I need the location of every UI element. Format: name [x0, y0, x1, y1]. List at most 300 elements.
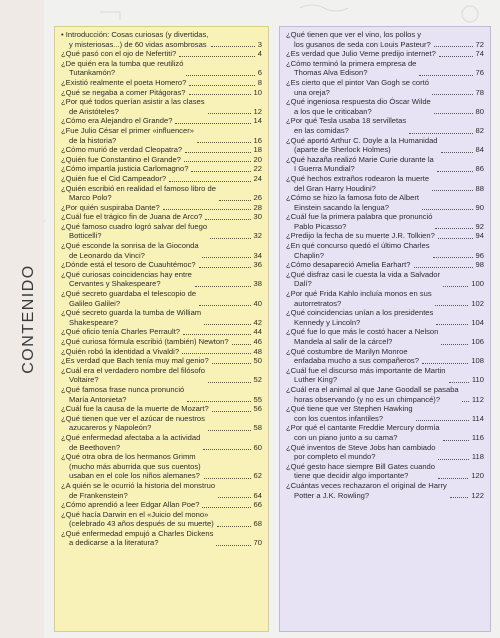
section-label — [16, 0, 42, 638]
toc-entry-line: ¿Qué secreto guardaba el telescopio de — [61, 289, 197, 299]
dot-leader — [416, 418, 469, 421]
dot-leader — [189, 92, 251, 95]
toc-entry-line: ¿Qué aportó Arthur C. Doyle a la Humanidad — [286, 135, 438, 145]
toc-entry-line: Mandela al salir de la cárcel? — [294, 337, 393, 346]
toc-entry-line: ¿Qué secreto guarda la tumba de William — [61, 308, 202, 318]
dot-leader — [438, 476, 468, 479]
dot-leader — [197, 140, 251, 143]
toc-entry-title — [286, 423, 440, 442]
toc-entry-line: ¿Qué gesto hace siempre Bill Gates cuando — [286, 461, 436, 471]
toc-entry-title — [286, 174, 429, 193]
dot-leader — [210, 236, 250, 239]
toc-page-number: 30 — [253, 212, 262, 222]
toc-entry-title — [286, 30, 431, 49]
toc-entry-line: ¿Qué hacía Darwin en el «Juicio del mono» — [61, 509, 209, 519]
toc-entry — [286, 136, 484, 155]
toc-entry — [286, 443, 484, 462]
toc-page-number: 70 — [253, 538, 262, 548]
toc-entry-title — [61, 145, 182, 155]
toc-entry-line: ¿Cuántas veces rechazaron el original de Harry — [286, 480, 447, 490]
toc-entry-title — [61, 155, 181, 165]
toc-entry — [61, 529, 262, 548]
toc-entry — [286, 347, 484, 366]
toc-entry-title — [286, 231, 435, 241]
toc-page-number: 78 — [475, 87, 484, 97]
toc-entry-line: Voltaire? — [69, 375, 99, 385]
toc-entry-line: ¿Fue Julio César el primer «influencer» — [61, 125, 194, 135]
toc-page-number: 110 — [471, 375, 484, 385]
toc-entry-line: con los cuentos infantiles? — [294, 413, 384, 423]
dot-leader — [204, 476, 251, 479]
toc-entry-title — [61, 116, 172, 126]
dot-leader — [432, 92, 473, 95]
dot-leader — [232, 342, 251, 345]
toc-entry-line: ¿Qué disfraz casi le cuesta la vida a Salvador — [286, 269, 441, 279]
toc-entry-line: ¿Qué otra obra de los hermanos Grimm — [61, 452, 196, 462]
dot-leader — [433, 255, 473, 258]
toc-entry-line: ¿Cómo se hizo la famosa foto de Albert — [286, 193, 419, 203]
toc-entry-line: ¿Cuál era el animal al que Jane Goodall se pasaba — [286, 384, 459, 394]
toc-page-number: 38 — [253, 279, 262, 289]
dot-leader — [439, 54, 473, 57]
toc-entry-line: (aparte de Sherlock Holmes) — [294, 145, 391, 155]
toc-entry-title — [61, 30, 208, 49]
toc-entry-line: ¿Qué esconde la sonrisa de la Gioconda — [61, 241, 199, 251]
toc-entry-title — [61, 452, 201, 481]
toc-entry-title — [286, 136, 438, 155]
toc-entry-line: a los que le criticaban? — [294, 106, 372, 116]
dot-leader — [186, 73, 254, 76]
toc-entry-title — [61, 260, 196, 270]
toc-page-number: 114 — [471, 413, 484, 423]
dot-leader — [199, 265, 251, 268]
toc-entry-line: (celebrado 43 años después de su muerte) — [69, 519, 214, 529]
toc-entry-line: (mucho más aburrida que sus cuentos) — [69, 461, 201, 471]
toc-entry-line: ¿Qué fue lo que más le costó hacer a Nelson — [286, 327, 439, 337]
dot-leader — [175, 121, 250, 124]
toc-entry-title — [286, 116, 406, 135]
toc-page-number: 60 — [253, 442, 262, 452]
toc-entry-title — [286, 212, 432, 231]
toc-entry-line: • Introducción: Cosas curiosas (y divertidas, — [61, 30, 209, 39]
toc-entry-line: Marco Polo? — [69, 193, 112, 203]
toc-entry-title — [286, 443, 435, 462]
toc-entry — [61, 30, 262, 49]
toc-entry-title — [286, 270, 440, 289]
dot-leader — [208, 111, 251, 114]
toc-entry — [61, 184, 262, 203]
toc-entry-line: ¿Por qué Tesla usaba 18 servilletas — [286, 116, 407, 126]
toc-page-number: 80 — [475, 106, 484, 116]
toc-page-number: 100 — [471, 279, 484, 289]
toc-entry-title — [61, 433, 200, 452]
toc-entry-line: horas observando (y no es un chimpancé)? — [294, 394, 441, 404]
toc-page-number: 44 — [253, 327, 262, 337]
toc-entry — [286, 78, 484, 97]
toc-entry — [286, 366, 484, 385]
toc-page-number: 106 — [471, 337, 484, 346]
dot-leader — [438, 457, 468, 460]
toc-entry — [286, 116, 484, 135]
toc-entry-line: ¿Quién escribió en realidad el famoso libro de — [61, 183, 216, 193]
toc-entry-title — [61, 88, 186, 98]
dot-leader — [163, 207, 251, 210]
toc-entry — [286, 231, 484, 241]
toc-entry-line: ¿Cuál fue el discurso más importante de Martin — [286, 365, 446, 375]
toc-entry-line: ¿A quién se le ocurrió la historia del monstruo — [61, 480, 216, 490]
dot-leader — [435, 226, 472, 229]
toc-entry-title — [61, 366, 205, 385]
toc-entry-line: ¿Qué ingeniosa respuesta dio Óscar Wilde — [286, 97, 431, 107]
toc-entry-title — [61, 222, 207, 241]
toc-entry-line: enfadaba mucho a sus compañeros? — [294, 356, 419, 366]
toc-entry — [61, 78, 262, 88]
toc-entry — [286, 481, 484, 500]
toc-entry — [61, 260, 262, 270]
toc-entry-title — [61, 356, 209, 366]
dot-leader — [437, 169, 473, 172]
toc-entry — [61, 88, 262, 98]
toc-entry — [61, 203, 262, 213]
toc-entry-line: tiene que decidir algo importante? — [294, 471, 409, 481]
toc-page-number: 46 — [253, 337, 262, 346]
toc-entry-line: ¿Qué hazaña realizó Marie Curie durante la — [286, 154, 434, 164]
toc-page-number: 48 — [253, 346, 262, 356]
toc-entry — [61, 385, 262, 404]
toc-entry-line: ¿Cuál fue el trágico fin de Juana de Arco? — [61, 212, 203, 222]
toc-entry-title — [286, 59, 416, 78]
dot-leader — [189, 83, 254, 86]
toc-page-number: 98 — [475, 260, 484, 270]
toc-page-number: 96 — [475, 250, 484, 260]
toc-entry-line: los gusanos de seda con Louis Pasteur? — [294, 39, 431, 49]
toc-page-number: 4 — [257, 49, 262, 59]
toc-entry-title — [61, 500, 199, 510]
toc-entry-line: ¿Por qué todos querían asistir a las clases — [61, 97, 205, 107]
toc-entry — [61, 289, 262, 308]
toc-entry — [286, 289, 484, 308]
toc-page-number: 10 — [253, 87, 262, 97]
toc-entry — [61, 327, 262, 337]
toc-page-number: 50 — [253, 356, 262, 366]
toc-entry — [61, 347, 262, 357]
toc-entry — [61, 164, 262, 174]
toc-page-number: 104 — [471, 317, 484, 327]
toc-entry — [61, 356, 262, 366]
toc-entry-title — [61, 164, 188, 174]
toc-page-number: 58 — [253, 423, 262, 433]
toc-entry-line: Cervantes y Shakespeare? — [69, 279, 161, 289]
toc-entry — [61, 241, 262, 260]
toc-entry-title — [286, 260, 411, 270]
toc-entry-line: azucareros y Napoleón? — [69, 423, 152, 433]
dot-leader — [441, 150, 473, 153]
section-label-text: CONTENIDO — [20, 264, 37, 374]
toc-entry-line: a dedicarse a la literatura? — [69, 538, 159, 548]
toc-entry — [61, 126, 262, 145]
toc-entry-line: ¿Cómo terminó la primera empresa de — [286, 58, 417, 68]
toc-page-number: 102 — [471, 298, 484, 308]
dot-leader — [208, 428, 251, 431]
dot-leader — [203, 447, 250, 450]
toc-entry-title — [286, 385, 459, 404]
toc-entry-line: ¿Qué costumbre de Marilyn Monroe — [286, 346, 408, 356]
dot-leader — [217, 524, 251, 527]
toc-page-number: 88 — [475, 183, 484, 193]
toc-entry-line: de Frankenstein? — [69, 490, 128, 500]
toc-page-number: 14 — [253, 116, 262, 126]
toc-entry-line: usaban en el cole los niños alemanes? — [69, 471, 200, 481]
toc-page-number: 86 — [475, 164, 484, 174]
dot-leader — [169, 179, 250, 182]
toc-page-number: 8 — [257, 77, 262, 87]
toc-entry-line: de la historia? — [69, 135, 117, 145]
toc-right-column — [279, 26, 491, 632]
dot-leader — [443, 438, 469, 441]
toc-entry — [61, 116, 262, 126]
toc-entry-line: Kennedy y Lincoln? — [294, 317, 361, 327]
toc-entry — [61, 414, 262, 433]
toc-entry-line: ¿Qué curiosas coincidencias hay entre — [61, 269, 192, 279]
toc-entry-title — [286, 241, 430, 260]
toc-entry-title — [61, 404, 209, 414]
toc-entry-title — [61, 59, 183, 78]
toc-entry-line: Einstein sacando la lengua? — [294, 202, 389, 212]
toc-entry — [286, 270, 484, 289]
toc-entry-title — [61, 241, 199, 260]
dot-leader — [218, 495, 250, 498]
toc-entry-line: ¿Qué coincidencias unían a los presidentes — [286, 308, 434, 318]
toc-entry — [286, 97, 484, 116]
toc-entry-line: Galileo Galilei? — [69, 298, 121, 308]
dot-leader — [462, 399, 469, 402]
toc-entry-line: Pablo Picasso? — [294, 221, 347, 231]
toc-page-number: 76 — [475, 68, 484, 78]
dot-leader — [208, 380, 251, 383]
toc-entry-line: ¿Qué pasó con el ojo de Nefertiti? — [61, 49, 177, 59]
toc-entry-line: ¿Predijo la fecha de su muerte J.R. Tolkien? — [286, 231, 435, 241]
dot-leader — [212, 361, 251, 364]
toc-page-number: 28 — [253, 202, 262, 212]
toc-page-number: 16 — [253, 135, 262, 145]
dot-leader — [434, 44, 473, 47]
toc-entry-line: ¿Cómo impartía justicia Carlomagno? — [61, 164, 189, 174]
toc-page-number: 74 — [475, 49, 484, 59]
toc-entry-line: ¿Por qué Frida Kahlo incluía monos en sus — [286, 289, 432, 299]
toc-page-number: 62 — [253, 471, 262, 481]
toc-entry-line: ¿Cómo desapareció Amelia Earhart? — [286, 260, 411, 270]
toc-entry — [286, 155, 484, 174]
toc-page-number: 116 — [471, 432, 484, 442]
dot-leader — [185, 150, 250, 153]
toc-entry-line: ¿Cómo murió de verdad Cleopatra? — [61, 145, 183, 155]
dot-leader — [438, 236, 473, 239]
toc-entry-line: Thomas Alva Edison? — [294, 68, 368, 78]
toc-entry — [61, 270, 262, 289]
toc-entry-line: en las comidas? — [294, 125, 349, 135]
dot-leader — [432, 188, 472, 191]
toc-entry-title — [286, 462, 435, 481]
toc-page-number: 36 — [253, 260, 262, 270]
toc-page-number: 26 — [253, 193, 262, 203]
toc-page-number: 56 — [253, 404, 262, 414]
toc-entry-title — [286, 308, 433, 327]
toc-entry-line: ¿Qué hechos extraños rodearon la muerte — [286, 173, 430, 183]
dot-leader — [419, 73, 472, 76]
toc-entry-line: por completo el mundo? — [294, 452, 376, 462]
toc-entry — [61, 212, 262, 222]
toc-entry-title — [61, 481, 215, 500]
toc-entry-line: Tutankamón? — [69, 68, 116, 78]
toc-entry — [61, 59, 262, 78]
toc-entry — [61, 510, 262, 529]
toc-entry-line: ¿Qué enfermedad empujó a Charles Dickens — [61, 528, 214, 538]
toc-entry-line: ¿Cuál fue la causa de la muerte de Mozart? — [61, 404, 209, 414]
toc-entry-line: con un piano junto a su cama? — [294, 432, 398, 442]
toc-entry-line: ¿Qué famoso cuadro logró salvar del fuego — [61, 221, 208, 231]
toc-entry-line: Potter a J.K. Rowling? — [294, 490, 370, 500]
toc-entry-line: María Antonieta? — [69, 394, 127, 404]
toc-entry — [286, 385, 484, 404]
toc-entry-title — [61, 184, 216, 203]
toc-entry-line: Chaplin? — [294, 250, 324, 260]
toc-entry — [61, 366, 262, 385]
toc-entry-line: Shakespeare? — [69, 317, 118, 327]
toc-entry-line: ¿Qué curiosa fórmula escribió (también) Newton? — [61, 337, 229, 346]
toc-entry — [286, 327, 484, 346]
toc-entry-title — [61, 337, 229, 347]
toc-entry-line: ¿Cómo era Alejandro el Grande? — [61, 116, 173, 126]
toc-page-number: 40 — [253, 298, 262, 308]
toc-entry-line: ¿Es verdad que Julio Verne predijo internet? — [286, 49, 436, 59]
toc-entry-title — [61, 414, 205, 433]
toc-page-number: 122 — [471, 490, 484, 500]
dot-leader — [202, 505, 250, 508]
toc-page-number: 94 — [475, 231, 484, 241]
toc-entry — [61, 174, 262, 184]
toc-page-number: 108 — [471, 356, 484, 366]
toc-page-number: 92 — [475, 221, 484, 231]
toc-entry-title — [286, 193, 419, 212]
toc-entry-line: ¿Qué se negaba a comer Pitágoras? — [61, 87, 186, 97]
toc-entry — [61, 222, 262, 241]
toc-page-number: 34 — [253, 250, 262, 260]
toc-entry — [61, 481, 262, 500]
dot-leader — [187, 399, 250, 402]
toc-entry-line: ¿Qué inventos de Steve Jobs han cambiado — [286, 442, 436, 452]
toc-entry — [61, 500, 262, 510]
toc-page-number: 84 — [475, 145, 484, 155]
dot-leader — [422, 361, 468, 364]
toc-entry-line: y misteriosas...) de 60 vidas asombrosas — [69, 39, 207, 49]
toc-entry-title — [61, 327, 180, 337]
dot-leader — [212, 409, 251, 412]
toc-entry — [61, 433, 262, 452]
toc-left-column — [54, 26, 269, 632]
toc-entry-title — [286, 78, 429, 97]
toc-entry-title — [61, 308, 201, 327]
toc-entry-title — [61, 529, 213, 548]
toc-entry-title — [286, 347, 419, 366]
toc-entry-line: ¿Qué tienen que ver el azúcar de nuestros — [61, 413, 205, 423]
toc-entry-title — [61, 289, 196, 308]
dot-leader — [435, 303, 469, 306]
toc-entry — [286, 462, 484, 481]
toc-entry-title — [61, 78, 186, 88]
toc-entry-title — [61, 270, 192, 289]
dot-leader — [184, 159, 251, 162]
toc-entry-line: ¿En qué concurso quedó el último Charles — [286, 241, 430, 251]
toc-page-number: 42 — [253, 317, 262, 327]
toc-entry — [286, 174, 484, 193]
toc-page-number: 55 — [253, 394, 262, 404]
toc-entry-line: ¿Por qué el cantante Freddie Mercury dormía — [286, 423, 440, 433]
toc-entry — [61, 155, 262, 165]
toc-entry-line: ¿Qué tiene que ver Stephen Hawking — [286, 404, 413, 414]
dot-leader — [182, 351, 250, 354]
dot-leader — [205, 217, 250, 220]
toc-page-number: 32 — [253, 231, 262, 241]
toc-entry — [286, 423, 484, 442]
toc-entry-line: ¿Quién robó la identidad a Vivaldi? — [61, 346, 180, 356]
dot-leader — [199, 303, 250, 306]
dot-leader — [409, 131, 472, 134]
dot-leader — [211, 44, 254, 47]
toc-page-number: 112 — [471, 394, 484, 404]
toc-entry-title — [286, 327, 438, 346]
toc-entry — [61, 308, 262, 327]
toc-entry-title — [61, 126, 194, 145]
toc-entry-line: de Leonardo da Vinci? — [69, 250, 145, 260]
toc-entry-title — [61, 203, 160, 213]
toc-page-number: 22 — [253, 164, 262, 174]
toc-entry-title — [286, 49, 436, 59]
toc-entry-line: ¿Es cierto que el pintor Van Gogh se cortó — [286, 77, 429, 87]
dot-leader — [436, 322, 468, 325]
toc-entry — [286, 404, 484, 423]
toc-entry-line: ¿Dónde está el tesoro de Cuauhtémoc? — [61, 260, 196, 270]
toc-entry-title — [286, 155, 434, 174]
dot-leader — [449, 380, 469, 383]
dot-leader — [179, 54, 255, 57]
toc-entry-line: ¿Qué tienen que ver el vino, los pollos y — [286, 30, 422, 39]
toc-entry — [286, 193, 484, 212]
toc-entry — [61, 404, 262, 414]
toc-page-number: 3 — [257, 39, 262, 49]
toc-entry-line: Botticelli? — [69, 231, 102, 241]
toc-entry-title — [61, 97, 205, 116]
toc-entry-title — [61, 385, 184, 404]
toc-page-number: 18 — [253, 145, 262, 155]
toc-entry — [286, 308, 484, 327]
toc-entry-line: ¿Qué enfermedad afectaba a la actividad — [61, 432, 201, 442]
dot-leader — [191, 169, 250, 172]
toc-entry-line: de Aristóteles? — [69, 106, 119, 116]
toc-entry — [61, 337, 262, 347]
toc-page-number: 68 — [253, 519, 262, 529]
toc-entry-line: autorretratos? — [294, 298, 342, 308]
toc-entry-title — [61, 212, 202, 222]
toc-page-number: 20 — [253, 154, 262, 164]
toc-entry — [286, 260, 484, 270]
dot-leader — [450, 495, 469, 498]
toc-entry-line: ¿Qué famosa frase nunca pronunció — [61, 384, 185, 394]
dot-leader — [204, 322, 250, 325]
toc-entry-line: I Guerra Mundial? — [294, 164, 355, 174]
toc-entry-line: una oreja? — [294, 87, 330, 97]
toc-entry — [286, 212, 484, 231]
toc-entry-line: ¿De quién era la tumba que reutilizó — [61, 58, 184, 68]
